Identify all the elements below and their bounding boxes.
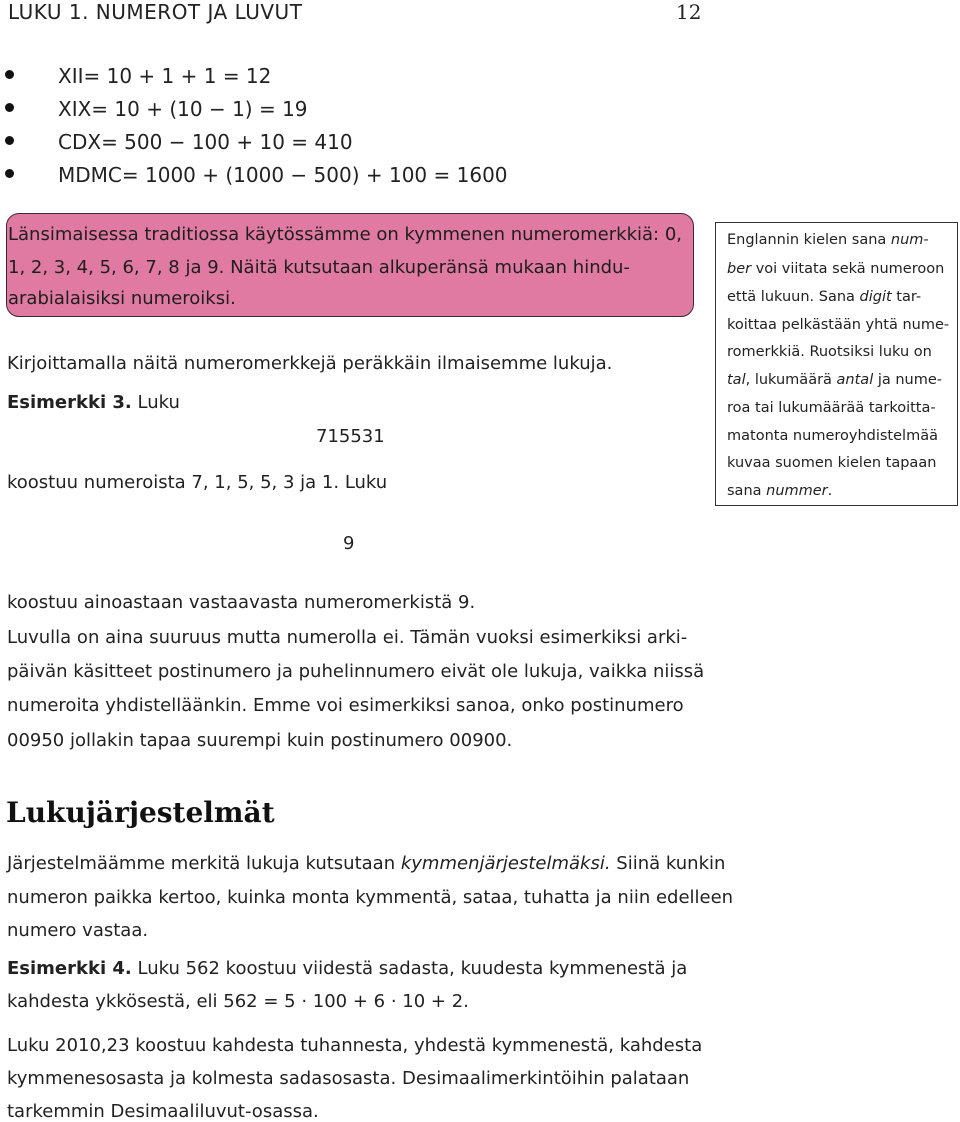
paragraph-line: tarkemmin Desimaaliluvut-osassa. [7, 1101, 319, 1122]
paragraph-line: päivän käsitteet postinumero ja puhelinnumero eivät ole lukuja, vaikka niissä [7, 661, 705, 682]
example-3 [7, 392, 180, 413]
side-note [715, 222, 958, 506]
paragraph-line: kymmenesosasta ja kolmesta sadasosasta. Desimaalimerkintöihin palataan [7, 1068, 690, 1089]
bullet-icon [5, 103, 14, 112]
side-note-line: roa tai lukumäärää tarkoitta- [727, 400, 936, 416]
list-item-text: XIX= 10 + (10 − 1) = 19 [58, 97, 308, 121]
intro-text: Kirjoittamalla näitä numeromerkkejä peräkkäin ilmaisemme lukuja. [7, 353, 613, 374]
side-note-line: matonta numeroyhdistelmää [727, 428, 938, 444]
highlight-line: arabialaisiksi numeroiksi. [8, 288, 236, 309]
bullet-icon [5, 70, 14, 79]
list-item-text: XII= 10 + 1 + 1 = 12 [58, 64, 272, 88]
paragraph-line: numeroita yhdistelläänkin. Emme voi esimerkiksi sanoa, onko postinumero [7, 695, 684, 716]
paragraph-line: Järjestelmäämme merkitä lukuja kutsutaan kymmenjärjestelmäksi. Siinä kunkin [7, 853, 726, 874]
example-4: Esimerkki 4. Luku 562 koostuu viidestä sadasta, kuudesta kymmenestä ja [7, 958, 688, 979]
side-note-line: sana nummer. [727, 483, 833, 499]
example-text: Luku [137, 392, 180, 413]
page-number: 12 [676, 0, 702, 24]
side-note-line: että lukuun. Sana digit tar- [727, 289, 922, 305]
side-note-line: koittaa pelkästään yhtä nume- [727, 317, 950, 333]
side-note-line: romerkkiä. Ruotsiksi luku on [727, 344, 932, 360]
highlight-box [6, 213, 694, 317]
example-label: Esimerkki 4. [7, 958, 132, 979]
chapter-header: LUKU 1. NUMEROT JA LUVUT [8, 0, 303, 24]
example-label: Esimerkki 3. [7, 392, 132, 413]
example-number-2: 9 [343, 533, 355, 554]
list-item-text: MDMC= 1000 + (1000 − 500) + 100 = 1600 [58, 163, 508, 187]
paragraph-line: kahdesta ykkösestä, eli 562 = 5 · 100 + 6 · 10 + 2. [7, 991, 469, 1012]
example-number: 715531 [316, 426, 385, 447]
side-note-line: ber voi viitata sekä numeroon [727, 261, 945, 277]
paragraph-line: numero vastaa. [7, 920, 149, 941]
side-note-line: kuvaa suomen kielen tapaan [727, 455, 937, 471]
paragraph-line: numeron paikka kertoo, kuinka monta kymmentä, sataa, tuhatta ja niin edelleen [7, 887, 734, 908]
bullet-icon [5, 136, 14, 145]
bullet-icon [5, 169, 14, 178]
highlight-line: 1, 2, 3, 4, 5, 6, 7, 8 ja 9. Näitä kutsutaan alkuperänsä mukaan hindu- [8, 257, 630, 278]
section-title: Lukujärjestelmät [6, 796, 275, 829]
side-note-line: Englannin kielen sana num- [727, 232, 929, 248]
paragraph-line: Luku 2010,23 koostuu kahdesta tuhannesta, yhdestä kymmenestä, kahdesta [7, 1035, 703, 1056]
paragraph-line: 00950 jollakin tapaa suurempi kuin postinumero 00900. [7, 730, 513, 751]
highlight-line: Länsimaisessa traditiossa käytössämme on kymmenen numeromerkkiä: 0, [8, 224, 682, 245]
example-text-after: koostuu numeroista 7, 1, 5, 5, 3 ja 1. Luku [7, 472, 388, 493]
example-text-after-2: koostuu ainoastaan vastaavasta numeromerkistä 9. [7, 592, 476, 613]
paragraph-line: Luvulla on aina suuruus mutta numerolla ei. Tämän vuoksi esimerkiksi arki- [7, 627, 688, 648]
side-note-line: tal, lukumäärä antal ja nume- [727, 372, 943, 388]
list-item-text: CDX= 500 − 100 + 10 = 410 [58, 130, 353, 154]
